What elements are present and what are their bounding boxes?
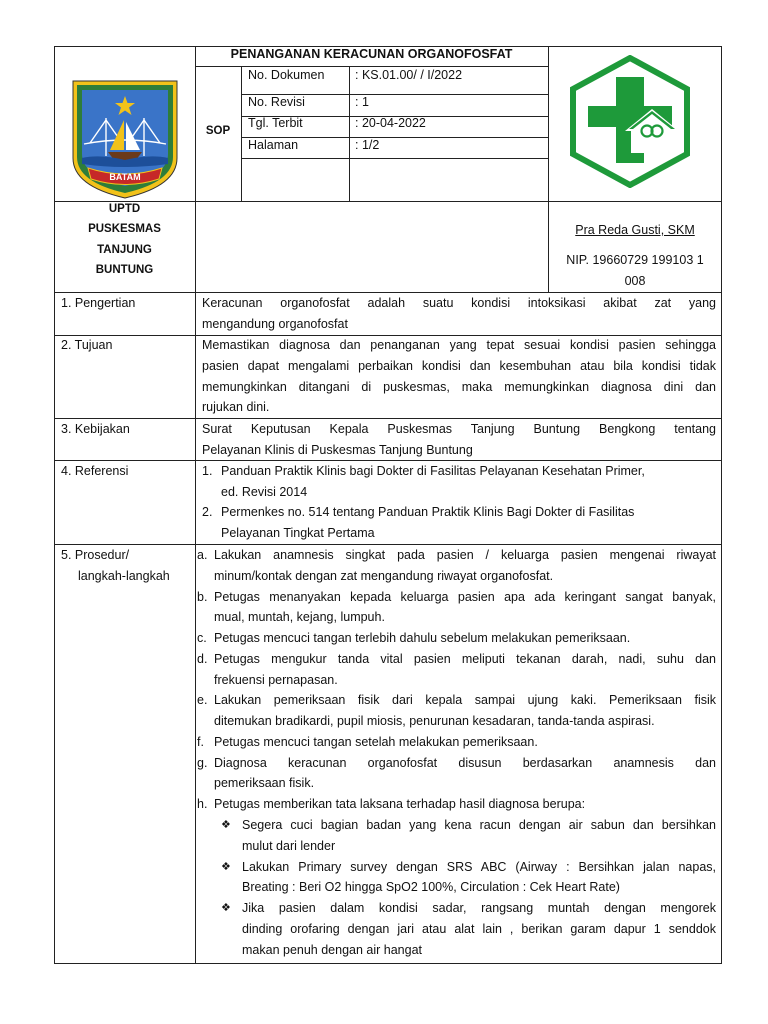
bullet-text: Segera cuci bagian badan yang kena racun dengan air sabun dan bersihkan [242,818,716,832]
field-value-tgl-terbit: : 20-04-2022 [355,116,426,130]
step-marker: a. [197,548,208,562]
referensi-item: Panduan Praktik Klinis bagi Dokter di Fasilitas Pelayanan Kesehatan Primer, [221,464,645,478]
signer-nip-line2: 008 [624,274,646,288]
step-text-cont: mual, muntah, kejang, lumpuh. [214,610,385,624]
pengertian-line: mengandung organofosfat [202,317,348,331]
bullet-text: Lakukan Primary survey dengan SRS ABC (Airway : Bersihkan jalan napas, [242,860,716,874]
field-value-divider [349,66,350,201]
section-label-referensi: 4. Referensi [61,464,129,478]
step-marker: e. [197,693,208,707]
kebijakan-line: Surat Keputusan Kepala Puskesmas Tanjung Buntung Bengkong tentang [202,422,716,436]
tujuan-line: pasien dapat mengalami perbaikan kondisi dan kesembuhan atau bila kondisi tidak [202,359,716,373]
bullet-text: Jika pasien dalam kondisi sadar, rangsang muntah dengan mengorek [242,901,716,915]
field-value-halaman: : 1/2 [355,138,380,152]
referensi-item-cont: Pelayanan Tingkat Pertama [221,526,375,540]
referensi-marker: 1. [202,464,213,478]
org-line: UPTD [108,203,141,215]
field-value-no-revisi: : 1 [355,95,369,109]
step-text: Petugas mengukur tanda vital pasien meliputi tekanan darah, nadi, suhu dan [214,652,716,666]
step-text: Petugas memberikan tata laksana terhadap hasil diagnosa berupa: [214,797,586,811]
step-text-cont: minum/kontak dengan zat mengandung riwayat organofosfat. [214,569,554,583]
tujuan-line: rujukan dini. [202,400,270,414]
step-marker: d. [197,652,208,666]
signer-nip-line1: NIP. 19660729 199103 1 [566,253,704,267]
step-text: Petugas menanyakan kepada keluarga pasien apa ada keringant sangat banyak, [214,590,716,604]
puskesmas-logo [568,55,692,188]
field-value-no-dokumen: : KS.01.00/ / I/2022 [355,68,463,82]
field-label-no-revisi: No. Revisi [248,95,305,109]
column-divider [195,46,196,964]
signer-name: Pra Reda Gusti, SKM [575,223,695,237]
step-text: Petugas mencuci tangan setelah melakukan pemeriksaan. [214,735,538,749]
org-line: PUSKESMAS [88,223,161,235]
referensi-item-cont: ed. Revisi 2014 [221,485,308,499]
step-text-cont: pemeriksaan fisik. [214,776,315,790]
step-text: Diagnosa keracunan organofosfat disusun berdasarkan anamnesis dan [214,756,716,770]
tujuan-line: memungkinkan ditangani di puskesmas, maka memungkinkan diagnosa dini dan [202,380,716,394]
field-label-tgl-terbit: Tgl. Terbit [248,116,303,130]
step-text-cont: frekuensi pernapasan. [214,673,338,687]
org-line: TANJUNG [97,244,152,256]
step-marker: b. [197,590,208,604]
pengertian-line: Keracunan organofosfat adalah suatu kondisi intoksikasi akibat zat yang [202,296,716,310]
field-label-no-dokumen: No. Dokumen [248,68,325,82]
diamond-bullet-icon: ❖ [221,901,231,914]
diamond-bullet-icon: ❖ [221,860,231,873]
org-line: BUNTUNG [95,264,154,276]
step-marker: c. [197,631,207,645]
step-text: Petugas mencuci tangan terlebih dahulu sebelum melakukan pemeriksaan. [214,631,631,645]
kebijakan-line: Pelayanan Klinis di Puskesmas Tanjung Buntung [202,443,473,457]
step-text: Lakukan pemeriksaan fisik dari kepala sampai ujung kaki. Pemeriksaan fisik [214,693,716,707]
bullet-text-cont: makan penuh dengan air hangat [242,943,423,957]
step-marker: h. [197,797,208,811]
step-text-cont: ditemukan bradikardi, pupil miosis, penurunan kesadaran, tanda-tanda aspirasi. [214,714,655,728]
bullet-text-cont: dinding orofaring dengan jari atau alat lain , berikan garam dapur 1 senddok [242,922,716,936]
referensi-item: Permenkes no. 514 tentang Panduan Praktik Klinis Bagi Dokter di Fasilitas [221,505,635,519]
sop-divider [241,66,242,201]
referensi-marker: 2. [202,505,213,519]
step-marker: g. [197,756,208,770]
field-row-line [241,158,548,159]
step-text: Lakukan anamnesis singkat pada pasien / keluarga pasien mengenai riwayat [214,548,716,562]
document-title: PENANGANAN KERACUNAN ORGANOFOSFAT [230,47,513,61]
section-label-kebijakan: 3. Kebijakan [61,422,130,436]
field-label-halaman: Halaman [248,138,299,152]
section-label-pengertian: 1. Pengertian [61,296,136,310]
diamond-bullet-icon: ❖ [221,818,231,831]
bullet-text-cont: Breating : Beri O2 hingga SpO2 100%, Circulation : Cek Heart Rate) [242,880,620,894]
batam-logo-text: BATAM [109,172,141,182]
sop-label: SOP [205,125,231,137]
tujuan-line: Memastikan diagnosa dan penanganan yang tepat sesuai kondisi pasien sehingga [202,338,716,352]
batam-city-logo [70,78,180,202]
bullet-text-cont: mulut dari lender [242,839,336,853]
section-label-prosedur-cont: langkah-langkah [78,569,170,583]
section-label-prosedur: 5. Prosedur/ [61,548,130,562]
step-marker: f. [197,735,204,749]
section-label-tujuan: 2. Tujuan [61,338,113,352]
